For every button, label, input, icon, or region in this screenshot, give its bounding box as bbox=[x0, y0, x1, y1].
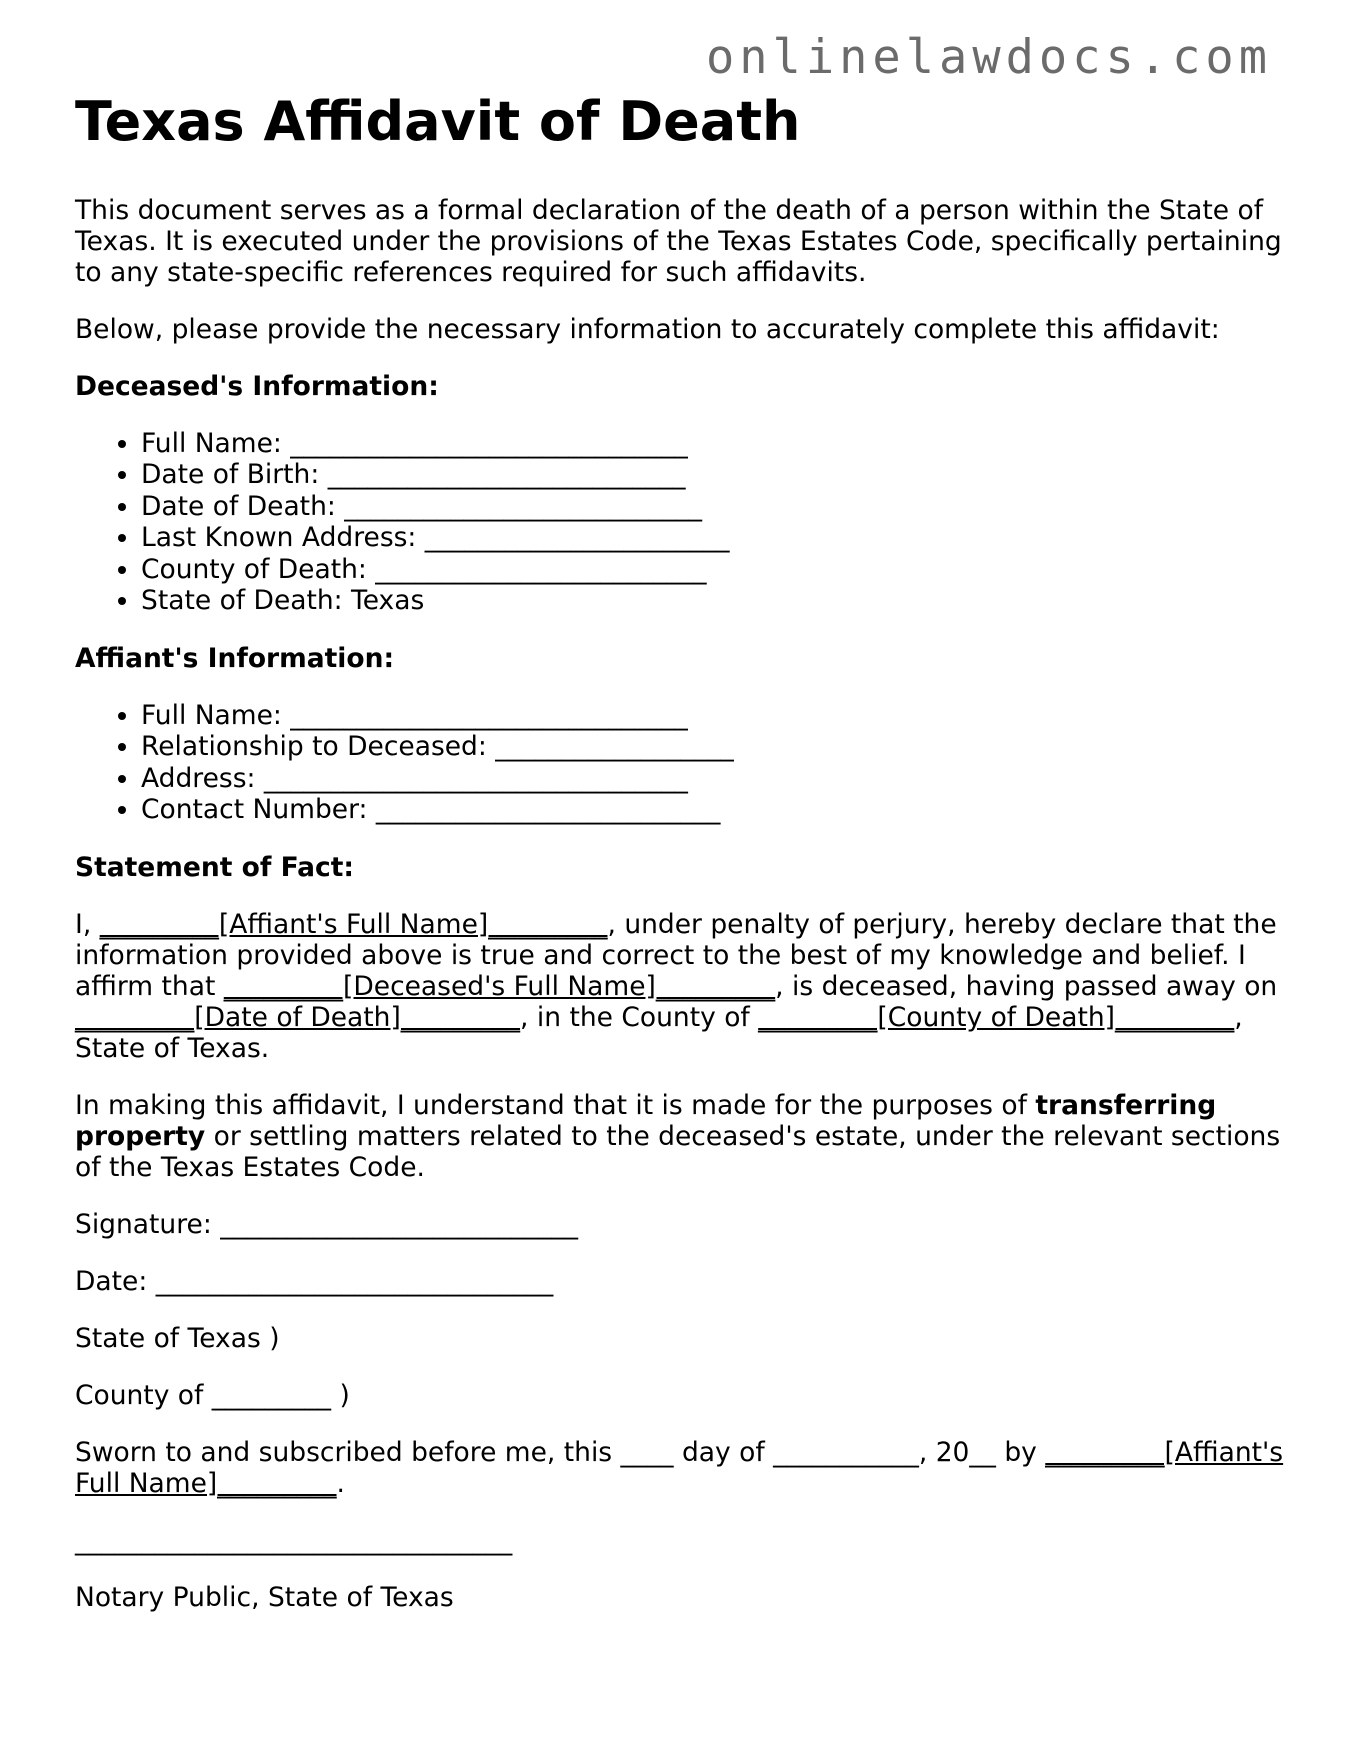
affiant-relationship-field: • Relationship to Deceased: __________________ bbox=[141, 731, 1285, 763]
venue-state: State of Texas ) bbox=[75, 1322, 280, 1354]
death-county-blank: _________[County of Death]_________ bbox=[758, 1001, 1235, 1033]
statement-text: , is deceased, having passed away on bbox=[775, 970, 1278, 1002]
purpose-bold-text: transferring property bbox=[75, 1089, 1217, 1152]
statement-text: , under penalty of perjury, hereby declare that the information provided above is true and correct to the best of my knowledge and belief. I affirm that bbox=[75, 908, 1277, 1002]
statement-text: , State of Texas. bbox=[75, 1001, 1243, 1064]
instruction-paragraph: Below, please provide the necessary information to accurately complete this affidavit: bbox=[75, 313, 1220, 345]
venue-county: County of _________ ) bbox=[75, 1379, 350, 1411]
notary-label: Notary Public, State of Texas bbox=[75, 1581, 454, 1613]
statement-heading: Statement of Fact: bbox=[75, 851, 354, 883]
deceased-full-name-field: • Full Name: ______________________________ bbox=[141, 428, 1285, 460]
deceased-address-field: • Last Known Address: _______________________ bbox=[141, 522, 1285, 554]
affiant-heading: Affiant's Information: bbox=[75, 642, 395, 674]
sworn-paragraph bbox=[75, 1437, 1285, 1499]
deceased-birth-date-field: • Date of Birth: ___________________________ bbox=[141, 459, 1285, 491]
date-line: Date: ______________________________ bbox=[75, 1265, 554, 1297]
purpose-text: or settling matters related to the deceased's estate, under the relevant sections of the Texas Estates Code. bbox=[75, 1120, 1281, 1183]
deceased-county-field: • County of Death: _________________________ bbox=[141, 554, 1285, 586]
deceased-name-blank: _________[Deceased's Full Name]_________ bbox=[223, 970, 776, 1002]
affiant-contact-field: • Contact Number: __________________________ bbox=[141, 794, 1285, 826]
sworn-affiant-blank: _________[Affiant's Full Name]_________ bbox=[75, 1436, 1284, 1499]
sworn-text: . bbox=[336, 1467, 345, 1499]
affiant-address-field: • Address: ________________________________ bbox=[141, 763, 1285, 795]
statement-text: I, bbox=[75, 908, 100, 940]
notary-signature-line: _________________________________ bbox=[75, 1524, 513, 1556]
deceased-death-date-field: • Date of Death: ___________________________ bbox=[141, 491, 1285, 523]
affiant-name-blank: _________[Affiant's Full Name]_________ bbox=[99, 908, 608, 940]
statement-text: , in the County of bbox=[520, 1001, 759, 1033]
document-page bbox=[75, 90, 1285, 1639]
intro-paragraph: This document serves as a formal declaration of the death of a person within the State of Texas. It is executed under the provisions of the Texas Estates Code, specifically pertaining to any state-specific references required for such affidavits. bbox=[75, 194, 1282, 288]
document-title: Texas Affidavit of Death bbox=[75, 90, 801, 153]
purpose-paragraph bbox=[75, 1090, 1285, 1183]
death-date-blank: _________[Date of Death]_________ bbox=[75, 1001, 521, 1033]
statement-paragraph bbox=[75, 909, 1285, 1064]
deceased-info-list bbox=[75, 428, 1285, 617]
affiant-full-name-field: • Full Name: ______________________________ bbox=[141, 700, 1285, 732]
purpose-text: In making this affidavit, I understand that it is made for the purposes of bbox=[75, 1089, 1036, 1121]
affiant-info-list bbox=[75, 700, 1285, 826]
watermark-text: onlinelawdocs.com bbox=[705, 30, 1272, 85]
deceased-state-field: • State of Death: Texas bbox=[141, 585, 1285, 617]
deceased-heading: Deceased's Information: bbox=[75, 370, 439, 402]
sworn-text: Sworn to and subscribed before me, this ____ day of ___________, 20__ by bbox=[75, 1436, 1046, 1468]
signature-line: Signature: ___________________________ bbox=[75, 1208, 578, 1240]
